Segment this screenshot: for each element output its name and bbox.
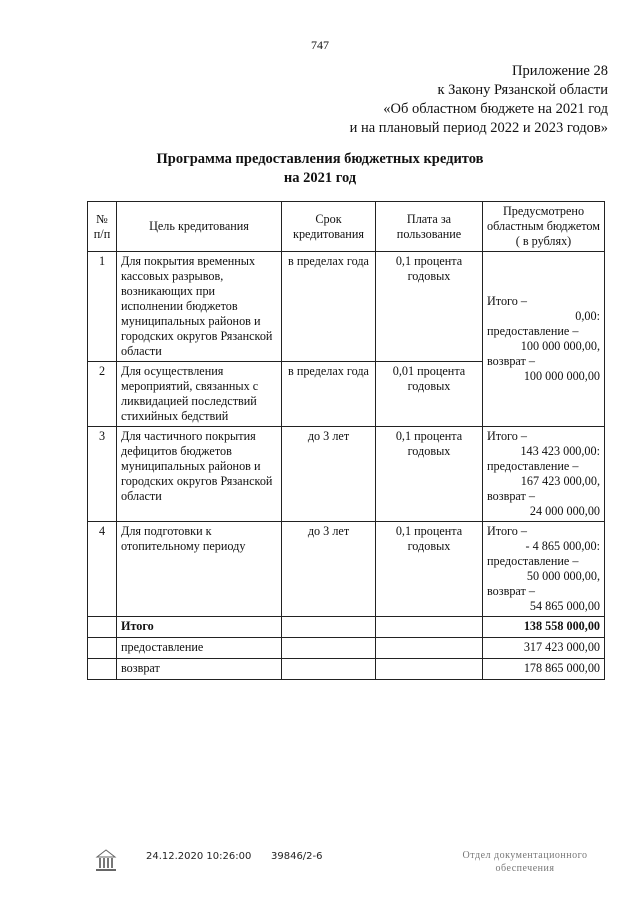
summary-row-provision [88,638,605,659]
row-amount [483,522,605,617]
amount-return-value: 100 000 000,00 [523,369,600,383]
summary-total-label: Итого [117,617,282,638]
row-term: в пределах года [282,252,376,362]
row-goal: Для покрытия временных кассовых разрывов, возникающих при исполнении бюджетов муниципальных районов и городских округов Рязанской области [117,252,282,362]
summary-empty-cell [282,638,376,659]
row-term: в пределах года [282,362,376,427]
amount-return-value: 54 865 000,00 [529,599,600,613]
row-term: до 3 лет [282,427,376,522]
row-num: 3 [88,427,117,522]
amount-return-label: возврат – [487,489,535,503]
row-amount-merged [483,252,605,427]
footer-datetime: 24.12.2020 10:26:00 [146,851,252,862]
stamp-line-1: Отдел документационного [462,850,588,861]
amount-provision-label: предоставление – [487,324,579,338]
row-term: до 3 лет [282,522,376,617]
header-goal: Цель кредитования [117,202,282,252]
amount-total-label: Итого – [487,294,527,308]
summary-return-label: возврат [117,659,282,680]
table-row [88,427,605,522]
amount-total-value: - 4 865 000,00: [525,539,600,553]
table-row [88,252,605,362]
amount-provision-label: предоставление – [487,459,579,473]
summary-empty-cell [282,617,376,638]
row-goal: Для частичного покрытия дефицитов бюджетов муниципальных районов и городских округов Рязанской области [117,427,282,522]
credits-table [87,201,605,680]
summary-empty-cell [376,638,483,659]
title-line-2: на 2021 год [283,170,357,186]
amount-total-value: 0,00: [575,309,600,323]
amount-return-label: возврат – [487,354,535,368]
row-amount [483,427,605,522]
appendix-block [350,62,608,138]
document-title [0,150,640,188]
amount-total-label: Итого – [487,524,527,538]
amount-total-label: Итого – [487,429,527,443]
table-header-row [88,202,605,252]
header-amount: Предусмотрено областным бюджетом ( в рублях) [483,202,605,252]
table-row [88,522,605,617]
row-fee: 0,1 процента годовых [376,427,483,522]
row-num: 1 [88,252,117,362]
summary-return-value: 178 865 000,00 [483,659,605,680]
building-logo-icon [93,848,119,874]
appendix-line-1: Приложение 28 [512,63,608,79]
summary-empty-cell [282,659,376,680]
title-line-1: Программа предоставления бюджетных кредитов [156,151,484,167]
department-stamp [450,849,600,875]
summary-row-total [88,617,605,638]
amount-provision-value: 50 000 000,00, [526,569,600,583]
row-goal: Для осуществления мероприятий, связанных с ликвидацией последствий стихийных бедствий [117,362,282,427]
header-num: № п/п [88,202,117,252]
header-fee: Плата за пользование [376,202,483,252]
row-num: 4 [88,522,117,617]
summary-empty-cell [376,659,483,680]
amount-provision-value: 167 423 000,00, [520,474,600,488]
amount-provision-value: 100 000 000,00, [520,339,600,353]
row-fee: 0,01 процента годовых [376,362,483,427]
row-goal: Для подготовки к отопительному периоду [117,522,282,617]
stamp-line-2: обеспечения [495,863,555,874]
appendix-line-3: «Об областном бюджете на 2021 год [383,101,608,117]
page-number: 747 [311,38,329,52]
summary-empty-cell [88,617,117,638]
amount-total-value: 143 423 000,00: [520,444,600,458]
summary-row-return [88,659,605,680]
summary-total-value: 138 558 000,00 [483,617,605,638]
summary-empty-cell [88,659,117,680]
row-fee: 0,1 процента годовых [376,522,483,617]
amount-return-value: 24 000 000,00 [529,504,600,518]
summary-provision-value: 317 423 000,00 [483,638,605,659]
amount-return-label: возврат – [487,584,535,598]
header-term: Срок кредитования [282,202,376,252]
row-fee: 0,1 процента годовых [376,252,483,362]
summary-provision-label: предоставление [117,638,282,659]
footer-doc-id: 39846/2-6 [271,851,323,862]
appendix-line-4: и на плановый период 2022 и 2023 годов» [349,120,608,136]
summary-empty-cell [376,617,483,638]
amount-provision-label: предоставление – [487,554,579,568]
summary-empty-cell [88,638,117,659]
appendix-line-2: к Закону Рязанской области [437,82,608,98]
row-num: 2 [88,362,117,427]
